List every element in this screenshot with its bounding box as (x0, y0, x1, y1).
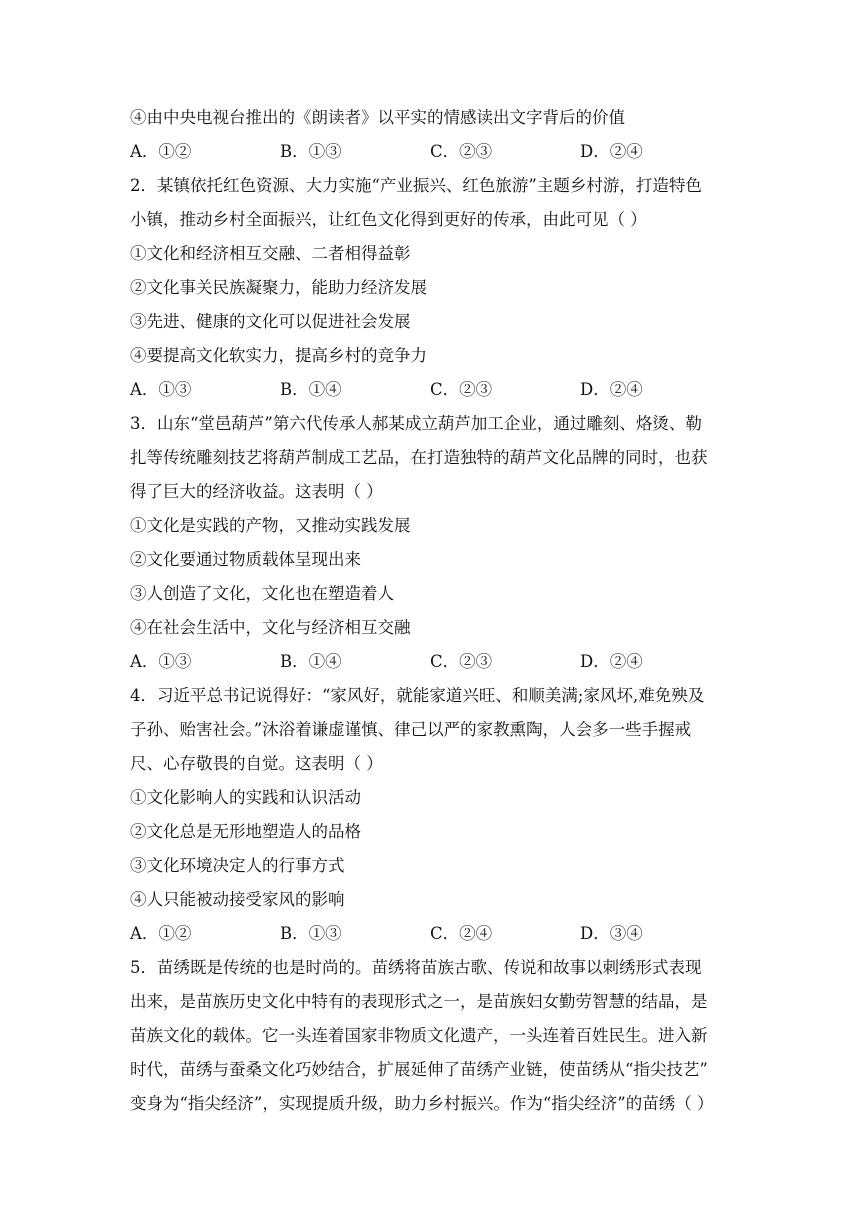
text-line: ③先进、健康的文化可以促进社会发展 (130, 312, 411, 331)
text-line: 小镇，推动乡村全面振兴，让红色文化得到更好的传承，由此可见（ ） (130, 210, 647, 229)
question-text-body (130, 101, 742, 1121)
text-line: 出来，是苗族历史文化中特有的表现形式之一，是苗族妇女勤劳智慧的结晶，是 (130, 992, 708, 1011)
text-line: 扎等传统雕刻技艺将葫芦制成工艺品，在打造独特的葫芦文化品牌的同时，也获 (130, 448, 708, 467)
answer-options-row (130, 917, 742, 951)
answer-option-b: B．①③ (280, 924, 342, 943)
answer-option-d: D．②④ (580, 380, 643, 399)
answer-option-d: D．②④ (580, 652, 643, 671)
text-line: ①文化是实践的产物，又推动实践发展 (130, 516, 411, 535)
text-line: 4．习近平总书记说得好：“家风好，就能家道兴旺、和顺美满;家风坏,难免殃及 (130, 686, 705, 705)
answer-option-d: D．③④ (580, 924, 643, 943)
text-line: ②文化要通过物质载体呈现出来 (130, 550, 361, 569)
text-line: ②文化总是无形地塑造人的品格 (130, 822, 361, 841)
answer-option-c: C．②③ (430, 380, 493, 399)
text-line: 3．山东“堂邑葫芦”第六代传承人郝某成立葫芦加工企业，通过雕刻、烙烫、勒 (130, 414, 702, 433)
answer-options-row (130, 645, 742, 679)
text-line: 苗族文化的载体。它一头连着国家非物质文化遗产，一头连着百姓民生。进入新 (130, 1026, 708, 1045)
text-line: ③文化环境决定人的行事方式 (130, 856, 345, 875)
answer-option-c: C．②③ (430, 142, 493, 161)
answer-option-a: A．①③ (130, 380, 192, 399)
text-line: 尺、心存敬畏的自觉。这表明（ ） (130, 754, 383, 773)
text-line: ④人只能被动接受家风的影响 (130, 890, 345, 909)
answer-option-c: C．②③ (430, 652, 493, 671)
text-line: 得了巨大的经济收益。这表明（ ） (130, 482, 383, 501)
text-line: ①文化和经济相互交融、二者相得益彰 (130, 244, 411, 263)
text-line: 2．某镇依托红色资源、大力实施“产业振兴、红色旅游”主题乡村游，打造特色 (130, 176, 702, 195)
text-line: 变身为“指尖经济”，实现提质升级，助力乡村振兴。作为“指尖经济”的苗绣（ ） (130, 1094, 714, 1113)
text-line: 子孙、贻害社会。”沐浴着谦虚谨慎、律己以严的家教熏陶，人会多一些手握戒 (130, 720, 692, 739)
answer-option-b: B．①④ (280, 380, 342, 399)
answer-options-row (130, 373, 742, 407)
answer-options-row (130, 135, 742, 169)
answer-option-a: A．①② (130, 142, 192, 161)
text-line: ④要提高文化软实力，提高乡村的竞争力 (130, 346, 427, 365)
answer-option-b: B．①③ (280, 142, 342, 161)
text-line: 时代，苗绣与蚕桑文化巧妙结合，扩展延伸了苗绣产业链，使苗绣从“指尖技艺” (130, 1060, 708, 1079)
answer-option-c: C．②④ (430, 924, 493, 943)
text-line: ②文化事关民族凝聚力，能助力经济发展 (130, 278, 427, 297)
text-line: ③人创造了文化，文化也在塑造着人 (130, 584, 394, 603)
answer-option-a: A．①② (130, 924, 192, 943)
text-line: 5．苗绣既是传统的也是时尚的。苗绣将苗族古歌、传说和故事以刺绣形式表现 (130, 958, 702, 977)
text-line: ①文化影响人的实践和认识活动 (130, 788, 361, 807)
answer-option-b: B．①④ (280, 652, 342, 671)
answer-option-d: D．②④ (580, 142, 643, 161)
text-line: ④由中央电视台推出的《朗读者》以平实的情感读出文字背后的价值 (130, 108, 625, 127)
text-line: ④在社会生活中，文化与经济相互交融 (130, 618, 411, 637)
answer-option-a: A．①③ (130, 652, 192, 671)
